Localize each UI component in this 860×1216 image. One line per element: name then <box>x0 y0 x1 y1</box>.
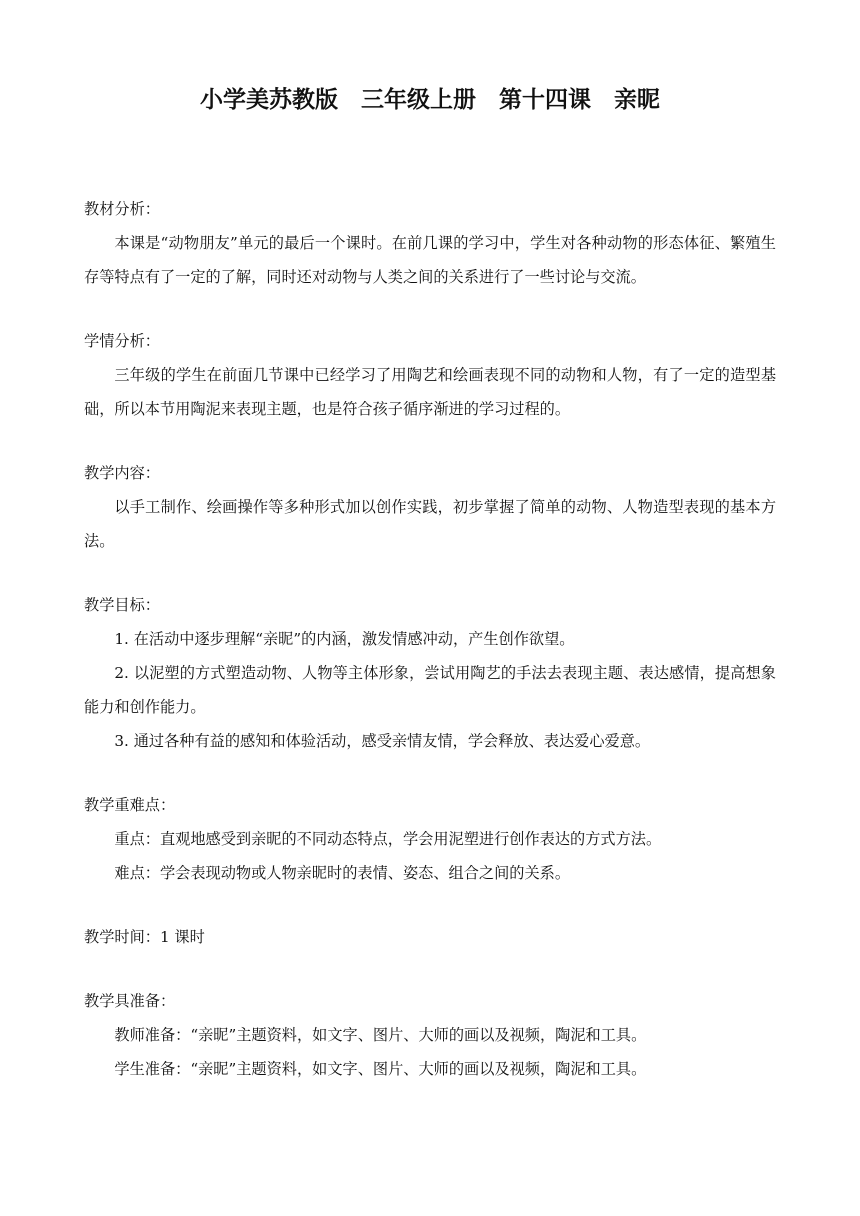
section-material-analysis <box>84 192 776 294</box>
section-heading: 教学内容： <box>84 464 160 482</box>
student-prep: 学生准备：“亲昵”主题资料，如文字、图片、大师的画以及视频，陶泥和工具。 <box>114 1060 647 1078</box>
teacher-prep: 教师准备：“亲昵”主题资料，如文字、图片、大师的画以及视频，陶泥和工具。 <box>114 1026 647 1044</box>
section-teaching-content <box>84 456 776 558</box>
key-point-difficulty: 难点：学会表现动物或人物亲昵时的表情、姿态、组合之间的关系。 <box>114 864 571 882</box>
goal-item: 2. 以泥塑的方式塑造动物、人物等主体形象，尝试用陶艺的手法去表现主题、表达感情，提高想象能力和创作能力。 <box>84 664 776 716</box>
section-heading: 教学目标： <box>84 596 160 614</box>
section-paragraph: 以手工制作、绘画操作等多种形式加以创作实践，初步掌握了简单的动物、人物造型表现的基本方法。 <box>84 498 776 550</box>
section-paragraph: 三年级的学生在前面几节课中已经学习了用陶艺和绘画表现不同的动物和人物，有了一定的造型基础，所以本节用陶泥来表现主题，也是符合孩子循序渐进的学习过程的。 <box>84 366 776 418</box>
section-heading: 教学具准备： <box>84 992 176 1010</box>
section-materials-prep <box>84 984 776 1086</box>
section-heading: 学情分析： <box>84 332 160 350</box>
goal-item: 1. 在活动中逐步理解“亲昵”的内涵，激发情感冲动，产生创作欲望。 <box>114 630 575 648</box>
section-paragraph: 本课是“动物朋友”单元的最后一个课时。在前几课的学习中，学生对各种动物的形态体征、繁殖生存等特点有了一定的了解，同时还对动物与人类之间的关系进行了一些讨论与交流。 <box>84 234 776 286</box>
goal-item: 3. 通过各种有益的感知和体验活动，感受亲情友情，学会释放、表达爱心爱意。 <box>114 732 651 750</box>
section-key-points <box>84 788 776 890</box>
section-teaching-time <box>84 920 776 954</box>
document-body <box>84 192 776 1116</box>
section-heading: 教学重难点： <box>84 796 176 814</box>
page-title: 小学美苏教版 三年级上册 第十四课 亲昵 <box>200 87 660 113</box>
section-learner-analysis <box>84 324 776 426</box>
section-heading: 教材分析： <box>84 200 160 218</box>
key-point-focus: 重点：直观地感受到亲昵的不同动态特点，学会用泥塑进行创作表达的方式方法。 <box>114 830 662 848</box>
teaching-time: 教学时间：1 课时 <box>84 928 205 946</box>
section-teaching-goals <box>84 588 776 758</box>
